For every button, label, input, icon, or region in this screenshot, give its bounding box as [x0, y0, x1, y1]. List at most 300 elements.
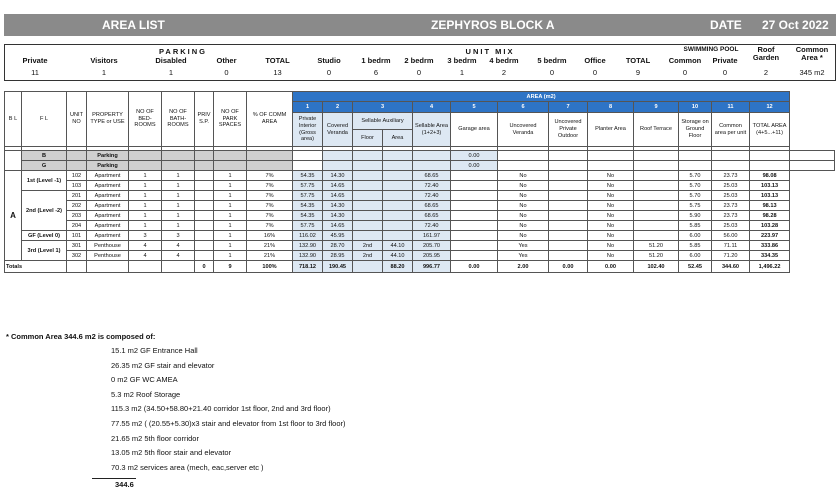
column-number: 8	[588, 102, 634, 113]
column-header: Planter Area	[588, 113, 634, 147]
table-cell: 71.20	[712, 251, 750, 261]
table-cell: 71.11	[712, 241, 750, 251]
column-header: F L	[22, 92, 67, 147]
table-cell	[679, 161, 712, 171]
table-cell: 56.00	[712, 231, 750, 241]
table-cell	[195, 191, 214, 201]
total-area-cell: 103.13	[750, 181, 790, 191]
table-cell: 57.75	[293, 181, 323, 191]
table-cell	[634, 231, 679, 241]
table-row	[5, 261, 835, 273]
table-cell: 1	[214, 191, 247, 201]
table-cell	[383, 231, 413, 241]
summary-label: Visitors	[90, 56, 118, 65]
table-cell: 132.90	[293, 241, 323, 251]
table-cell: 3	[162, 231, 195, 241]
table-cell: 4	[129, 251, 162, 261]
table-cell: Yes	[498, 251, 549, 261]
property-type-cell: Apartment	[87, 211, 129, 221]
table-cell	[195, 181, 214, 191]
column-header: Roof Terrace	[634, 113, 679, 147]
unit-number-cell: 202	[67, 201, 87, 211]
table-cell	[353, 261, 383, 273]
summary-value: 9	[635, 68, 641, 77]
table-cell: 25.03	[712, 191, 750, 201]
table-cell	[549, 211, 588, 221]
table-cell: 4	[129, 241, 162, 251]
note-line: 21.65 m2 5th floor corridor	[111, 433, 199, 443]
column-number: 1	[293, 102, 323, 113]
table-cell: 54.35	[293, 211, 323, 221]
table-cell: 21%	[247, 241, 293, 251]
table-cell	[195, 151, 214, 161]
summary-label: Disabled	[155, 56, 187, 65]
table-cell: 996.77	[413, 261, 451, 273]
table-cell	[293, 151, 323, 161]
table-cell: No	[498, 191, 549, 201]
table-cell	[353, 231, 383, 241]
table-cell	[451, 191, 498, 201]
summary-value: 0	[549, 68, 555, 77]
table-cell	[87, 261, 129, 273]
unit-number-cell: 102	[67, 171, 87, 181]
property-type-cell: Penthouse	[87, 241, 129, 251]
date-label: DATE	[710, 18, 742, 32]
table-cell: 5.75	[679, 201, 712, 211]
table-cell: No	[588, 241, 634, 251]
table-cell	[383, 221, 413, 231]
table-cell: 54.35	[293, 171, 323, 181]
table-cell	[67, 261, 87, 273]
table-cell: Yes	[498, 241, 549, 251]
note-line: 77.55 m2 ( (20.55+5.30)x3 stair and elevator from 1st floor to 3rd floor)	[111, 419, 346, 428]
table-cell: 44.10	[383, 251, 413, 261]
table-cell	[451, 181, 498, 191]
table-cell: 9	[214, 261, 247, 273]
table-cell: 5.70	[679, 181, 712, 191]
summary-label: TOTAL	[265, 56, 290, 65]
table-row	[5, 201, 835, 211]
property-type-cell: Apartment	[87, 201, 129, 211]
table-cell: 1	[214, 251, 247, 261]
table-cell	[353, 151, 383, 161]
table-cell: 132.90	[293, 251, 323, 261]
column-header: B L	[5, 92, 22, 147]
floor-cell: G	[22, 161, 67, 171]
floor-cell: B	[22, 151, 67, 161]
table-cell: 7%	[247, 181, 293, 191]
note-line: * Common Area 344.6 m2 is composed of:	[6, 332, 156, 341]
table-cell: 205.95	[413, 251, 451, 261]
table-cell: 2nd	[353, 251, 383, 261]
summary-value: 2	[501, 68, 507, 77]
table-cell: 72.40	[413, 221, 451, 231]
table-cell: No	[588, 191, 634, 201]
table-cell	[634, 191, 679, 201]
table-row	[5, 221, 835, 231]
table-cell: No	[588, 251, 634, 261]
table-row	[5, 92, 835, 102]
table-cell: 1	[214, 181, 247, 191]
summary-label: Other	[216, 56, 237, 65]
table-cell	[451, 171, 498, 181]
table-cell: 1	[162, 211, 195, 221]
table-cell	[323, 161, 353, 171]
table-cell: 25.03	[712, 221, 750, 231]
table-cell: 14.30	[323, 171, 353, 181]
table-cell: 45.95	[323, 231, 353, 241]
table-cell: 1	[129, 221, 162, 231]
table-cell: No	[498, 201, 549, 211]
table-cell	[634, 181, 679, 191]
table-cell	[451, 211, 498, 221]
note-line: 344.6	[115, 480, 134, 489]
column-number: 4	[413, 102, 451, 113]
column-header: Storage on Ground Floor	[679, 113, 712, 147]
use-cell: Parking	[87, 151, 129, 161]
header-band	[4, 14, 836, 36]
table-cell: 2.00	[498, 261, 549, 273]
table-cell	[383, 201, 413, 211]
block-cell	[5, 151, 22, 171]
table-cell: No	[498, 171, 549, 181]
sellable-area-cell: 0.00	[451, 161, 498, 171]
table-cell	[383, 181, 413, 191]
column-number: 3	[353, 102, 413, 113]
table-cell: 1	[214, 201, 247, 211]
table-row	[5, 171, 835, 181]
table-cell	[293, 161, 323, 171]
table-cell: No	[498, 181, 549, 191]
table-cell	[195, 231, 214, 241]
table-cell: 0.00	[451, 261, 498, 273]
table-cell	[588, 161, 634, 171]
floor-cell: GF (Level 0)	[22, 231, 67, 241]
table-cell	[634, 201, 679, 211]
table-cell: No	[588, 181, 634, 191]
summary-label: 4 bedrm	[489, 56, 519, 65]
table-row	[5, 151, 835, 161]
sellable-area-cell: 0.00	[451, 151, 498, 161]
table-cell: 68.65	[413, 211, 451, 221]
table-cell	[129, 151, 162, 161]
table-cell: 5.90	[679, 211, 712, 221]
table-cell: 5.85	[679, 241, 712, 251]
table-cell	[750, 151, 790, 161]
summary-value: 6	[373, 68, 379, 77]
table-cell: 0.00	[588, 261, 634, 273]
table-cell	[353, 171, 383, 181]
summary-value: 1	[168, 68, 174, 77]
block-cell: A	[5, 171, 22, 261]
table-cell: 6.00	[679, 231, 712, 241]
note-line: 13.05 m2 5th floor stair and elevator	[111, 448, 232, 458]
note-line: 15.1 m2 GF Entrance Hall	[111, 346, 198, 355]
sum-underline	[92, 478, 136, 479]
table-cell	[162, 151, 195, 161]
table-cell: No	[588, 201, 634, 211]
table-cell: 72.40	[413, 181, 451, 191]
summary-label: 2 bedrm	[404, 56, 434, 65]
table-cell	[383, 211, 413, 221]
table-cell	[195, 211, 214, 221]
summary-label: TOTAL	[625, 56, 651, 65]
table-cell: 205.70	[413, 241, 451, 251]
table-row	[5, 211, 835, 221]
table-cell: 1	[214, 171, 247, 181]
table-cell: 5.85	[679, 221, 712, 231]
column-header: NO OF BED-ROOMS	[129, 92, 162, 147]
table-cell	[214, 161, 247, 171]
table-cell	[750, 161, 790, 171]
table-cell: 54.35	[293, 201, 323, 211]
column-header: UNIT NO	[67, 92, 87, 147]
total-area-cell: 98.13	[750, 201, 790, 211]
table-cell	[549, 161, 588, 171]
total-area-cell: 333.86	[750, 241, 790, 251]
table-cell: 16%	[247, 231, 293, 241]
table-cell	[634, 221, 679, 231]
column-header: PROPERTY TYPE or USE	[87, 92, 129, 147]
summary-label: Common Area *	[795, 45, 829, 63]
table-cell	[413, 151, 451, 161]
table-cell	[549, 201, 588, 211]
table-cell: 1,496.22	[750, 261, 790, 273]
summary-value: 1	[101, 68, 107, 77]
table-cell: No	[498, 211, 549, 221]
table-cell: 4	[162, 241, 195, 251]
table-row	[5, 181, 835, 191]
summary-label: Private	[22, 56, 48, 65]
table-cell: No	[498, 231, 549, 241]
column-header: TOTAL AREA (4+5...+11)	[750, 113, 790, 147]
table-cell: 1	[162, 191, 195, 201]
table-cell	[588, 151, 634, 161]
table-cell	[162, 161, 195, 171]
table-cell	[129, 261, 162, 273]
note-line: 115.3 m2 (34.50+58.80+21.40 corridor 1st floor, 2nd and 3rd floor)	[111, 404, 331, 414]
unit-number-cell: 101	[67, 231, 87, 241]
table-cell	[353, 181, 383, 191]
table-cell	[498, 161, 549, 171]
table-cell: 7%	[247, 191, 293, 201]
table-cell	[195, 171, 214, 181]
table-cell: 6.00	[679, 251, 712, 261]
column-header: Common area per unit	[712, 113, 750, 147]
table-cell	[451, 221, 498, 231]
table-cell	[549, 221, 588, 231]
summary-label: Studio	[317, 56, 341, 65]
column-header: Covered Veranda	[323, 113, 353, 147]
column-number: 12	[750, 102, 790, 113]
table-cell: 116.02	[293, 231, 323, 241]
summary-value: 0	[224, 68, 229, 77]
column-header: Uncovered Private Outdoor	[549, 113, 588, 147]
table-cell	[162, 261, 195, 273]
date-value: 27 Oct 2022	[762, 18, 829, 32]
table-cell	[195, 241, 214, 251]
table-cell: 88.20	[383, 261, 413, 273]
column-header: PRIV S.P.	[195, 92, 214, 147]
note-line: 0 m2 GF WC AMEA	[111, 375, 178, 385]
table-cell: 1	[129, 211, 162, 221]
table-cell: No	[498, 221, 549, 231]
property-type-cell: Apartment	[87, 221, 129, 231]
column-number: 2	[323, 102, 353, 113]
table-cell	[353, 201, 383, 211]
table-cell: No	[588, 221, 634, 231]
column-header: Sellable Auxiliary	[353, 113, 413, 130]
table-cell: 1	[129, 201, 162, 211]
column-header: NO OF BATH-ROOMS	[162, 92, 195, 147]
table-cell: 68.65	[413, 201, 451, 211]
table-cell: 5.70	[679, 191, 712, 201]
column-header: Private Interior (Gross area)	[293, 113, 323, 147]
table-cell: 102.40	[634, 261, 679, 273]
table-cell: 1	[214, 211, 247, 221]
total-area-cell: 98.28	[750, 211, 790, 221]
summary-value: 0	[326, 68, 332, 77]
table-cell	[353, 191, 383, 201]
note-line: 70.3 m2 services area (mech, eac,server etc )	[111, 462, 264, 472]
table-cell: 52.45	[679, 261, 712, 273]
table-cell: 1	[129, 191, 162, 201]
table-cell	[549, 251, 588, 261]
table-cell	[712, 161, 750, 171]
table-cell	[323, 151, 353, 161]
table-cell: 25.03	[712, 181, 750, 191]
table-cell: 23.73	[712, 211, 750, 221]
table-cell	[383, 151, 413, 161]
total-area-cell: 98.08	[750, 171, 790, 181]
table-cell	[353, 161, 383, 171]
area-list-title: AREA LIST	[102, 18, 165, 32]
summary-value: 11	[31, 68, 39, 77]
table-cell: 1	[129, 171, 162, 181]
summary-value: 0	[722, 68, 728, 77]
column-number: 11	[712, 102, 750, 113]
table-cell: 51.20	[634, 251, 679, 261]
table-cell	[451, 251, 498, 261]
table-cell	[247, 161, 293, 171]
pool-group-label: SWIMMING POOL	[683, 46, 739, 53]
table-cell	[549, 231, 588, 241]
use-cell: Parking	[87, 161, 129, 171]
table-cell	[498, 151, 549, 161]
column-header: Uncovered Veranda	[498, 113, 549, 147]
summary-label: 1 bedrm	[361, 56, 391, 65]
unit-number-cell: 203	[67, 211, 87, 221]
table-cell: 14.30	[323, 201, 353, 211]
table-cell: 14.65	[323, 221, 353, 231]
table-row	[5, 241, 835, 251]
table-cell: 7%	[247, 171, 293, 181]
table-cell: 100%	[247, 261, 293, 273]
table-cell: No	[588, 171, 634, 181]
table-cell: 161.97	[413, 231, 451, 241]
summary-label: Roof Garden	[752, 45, 780, 63]
column-number: 5	[451, 102, 498, 113]
table-cell	[549, 241, 588, 251]
floor-cell: 3rd (Level 1)	[22, 241, 67, 261]
unit-number-cell: 302	[67, 251, 87, 261]
summary-value: 0	[416, 68, 422, 77]
table-cell: 51.20	[634, 241, 679, 251]
table-cell	[790, 161, 835, 171]
table-cell: 5.70	[679, 171, 712, 181]
table-cell: 1	[214, 221, 247, 231]
column-subheader: Floor	[353, 130, 383, 147]
area-table	[4, 91, 835, 273]
table-cell: 718.12	[293, 261, 323, 273]
summary-label: 3 bedrm	[447, 56, 477, 65]
floor-cell: 1st (Level -1)	[22, 171, 67, 191]
table-cell: 1	[162, 201, 195, 211]
table-cell	[790, 151, 835, 161]
column-header: Garage area	[451, 113, 498, 147]
summary-value: 0	[592, 68, 598, 77]
total-area-cell: 103.13	[750, 191, 790, 201]
table-cell	[353, 211, 383, 221]
table-cell: 1	[214, 231, 247, 241]
table-cell: No	[588, 231, 634, 241]
table-cell: 14.30	[323, 211, 353, 221]
table-cell: 0.00	[549, 261, 588, 273]
column-number: 10	[679, 102, 712, 113]
summary-value: 345 m2	[799, 68, 825, 77]
unit-number-cell: 204	[67, 221, 87, 231]
table-cell: 68.65	[413, 171, 451, 181]
table-cell	[549, 151, 588, 161]
table-cell: No	[588, 211, 634, 221]
table-cell	[67, 151, 87, 161]
table-cell	[679, 151, 712, 161]
column-header: NO OF PARK SPACES	[214, 92, 247, 147]
column-number: 6	[498, 102, 549, 113]
summary-label: Office	[584, 56, 606, 65]
table-cell	[383, 161, 413, 171]
table-cell: 1	[162, 171, 195, 181]
summary-value: 2	[763, 68, 769, 77]
property-type-cell: Penthouse	[87, 251, 129, 261]
unit-mix-group-label: UNIT MIX	[465, 47, 515, 56]
summary-value: 1	[459, 68, 465, 77]
column-header: % OF COMM AREA	[247, 92, 293, 147]
column-header: Sellable Area (1+2+3)	[413, 113, 451, 147]
property-type-cell: Apartment	[87, 231, 129, 241]
table-cell	[195, 221, 214, 231]
table-cell	[549, 191, 588, 201]
parking-group-label: PARKING	[158, 47, 208, 56]
unit-number-cell: 301	[67, 241, 87, 251]
table-cell	[634, 161, 679, 171]
area-group-header: AREA (m2)	[293, 92, 790, 102]
table-cell	[549, 181, 588, 191]
note-line: 5.3 m2 Roof Storage	[111, 389, 181, 399]
note-line: 26.35 m2 GF stair and elevator	[111, 360, 215, 370]
table-cell	[195, 161, 214, 171]
table-cell	[353, 221, 383, 231]
table-cell	[67, 161, 87, 171]
totals-label: Totals	[5, 261, 67, 273]
table-cell	[451, 241, 498, 251]
table-cell: 7%	[247, 221, 293, 231]
table-cell	[129, 161, 162, 171]
table-cell	[195, 251, 214, 261]
floor-cell: 2nd (Level -2)	[22, 191, 67, 231]
table-row	[5, 231, 835, 241]
table-cell: 7%	[247, 201, 293, 211]
